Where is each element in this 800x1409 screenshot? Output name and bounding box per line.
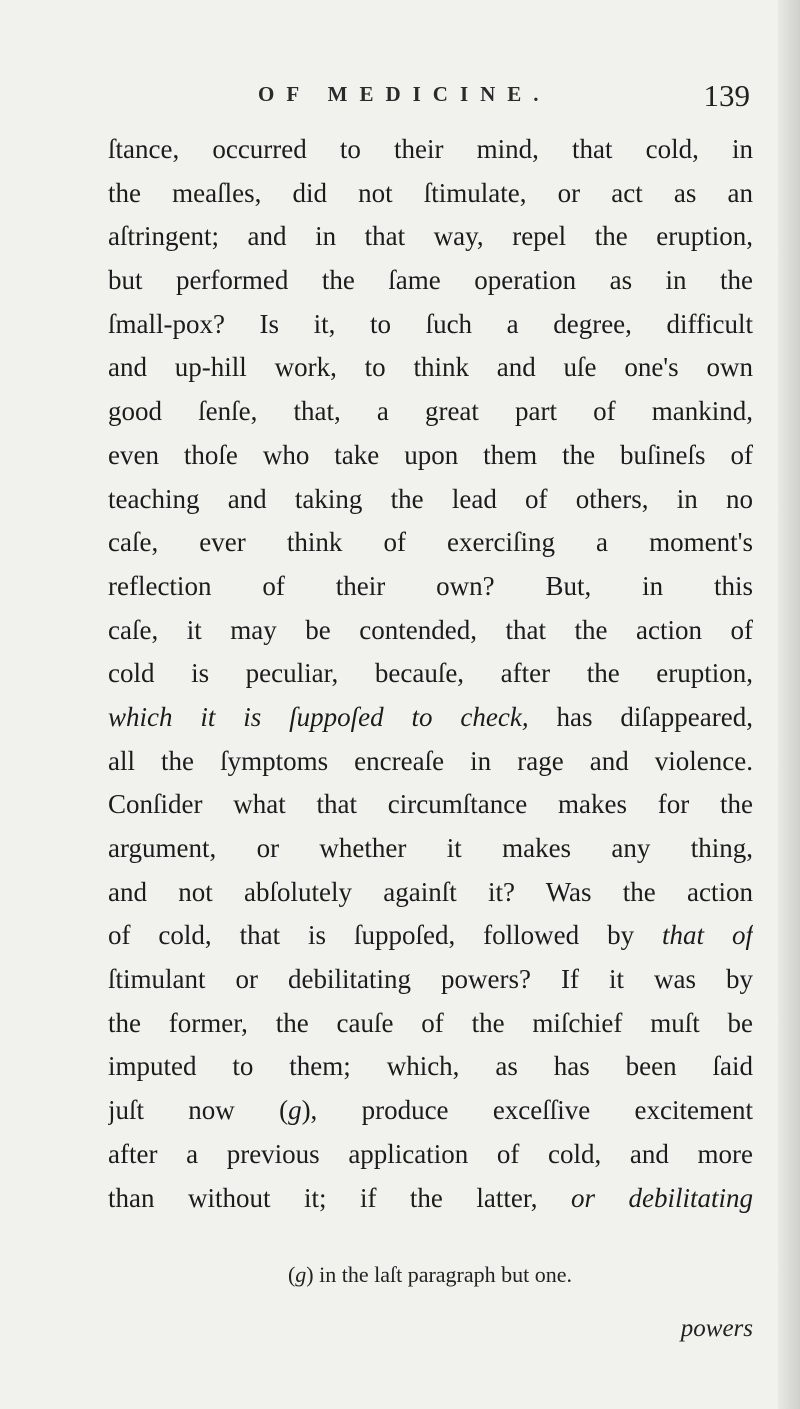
text-line [108, 478, 753, 522]
text-run: and up-hill work, to think and uſe one's own [108, 352, 753, 383]
text-run: argument, or whether it makes any thing, [108, 833, 753, 863]
text-line [108, 1089, 753, 1133]
italic-text: or debilitating [571, 1182, 753, 1213]
text-run: has diſappeared, [528, 701, 753, 732]
text-run: cold is peculiar, becauſe, after the eruption, [108, 658, 753, 689]
text-run: ), produce exceſſive excitement [301, 1095, 753, 1126]
text-run: good ſenſe, that, a great part of mankind, [108, 396, 753, 427]
text-line [108, 609, 753, 653]
catchword: powers [680, 1315, 753, 1342]
text-line [108, 1002, 753, 1046]
running-title: OF MEDICINE. [258, 82, 551, 106]
page-edge-shadow [778, 0, 800, 1409]
text-run: ſtimulant or debilitating powers? If it was by [108, 964, 753, 995]
text-line [108, 434, 753, 478]
text-line [108, 1133, 753, 1177]
text-line [108, 128, 753, 172]
text-run: the meaſles, did not ſtimulate, or act as an [108, 177, 753, 208]
text-run: even thoſe who take upon them the buſineſs of [108, 439, 753, 470]
text-run: imputed to them; which, as has been ſaid [108, 1051, 753, 1082]
footnote: (g) in the laſt paragraph but one. [287, 1262, 573, 1287]
text-line [108, 783, 753, 827]
text-run: caſe, it may be contended, that the action of [108, 614, 753, 645]
text-line [108, 390, 753, 434]
text-run: of cold, that is ſuppoſed, followed by [108, 920, 663, 951]
text-line [108, 827, 753, 871]
text-line [108, 696, 753, 740]
body-text [108, 128, 753, 1220]
text-run: the former, the cauſe of the miſchief muſt be [108, 1007, 753, 1038]
text-line [108, 958, 753, 1002]
text-line [108, 172, 753, 216]
text-run: than without it; if the latter, [108, 1182, 572, 1213]
page-number: 139 [703, 78, 750, 113]
text-run: all the ſymptoms encreaſe in rage and violence. [108, 745, 753, 776]
text-line [108, 565, 753, 609]
footnote-mark: g [295, 1262, 307, 1287]
italic-text: which it is ſuppoſed to check, [108, 701, 529, 732]
italic-text: g [288, 1095, 302, 1126]
text-line [108, 914, 753, 958]
italic-text: that of [662, 920, 753, 951]
text-line [108, 1177, 753, 1221]
running-head [110, 78, 750, 118]
text-run: and not abſolutely againſt it? Was the action [108, 876, 753, 907]
text-line [108, 521, 753, 565]
text-line [108, 652, 753, 696]
text-run: ſmall-pox? Is it, to ſuch a degree, difficult [108, 308, 753, 339]
text-run: Conſider what that circumſtance makes for the [108, 789, 753, 820]
footnote-text: in the laſt paragraph but one. [313, 1262, 573, 1287]
text-line [108, 303, 753, 347]
text-run: teaching and taking the lead of others, in no [108, 483, 753, 514]
text-line [108, 871, 753, 915]
text-line [108, 1045, 753, 1089]
text-line [108, 259, 753, 303]
text-line [108, 215, 753, 259]
text-line [108, 346, 753, 390]
text-run: caſe, ever think of exerciſing a moment's [108, 527, 753, 558]
text-run: ſtance, occurred to their mind, that cold, in [108, 134, 753, 164]
text-run: juſt now ( [108, 1095, 289, 1126]
text-run: reflection of their own? But, in this [108, 570, 753, 601]
text-line [108, 740, 753, 784]
text-run: after a previous application of cold, and more [108, 1138, 753, 1169]
text-run: but performed the ſame operation as in the [108, 265, 753, 296]
text-run: aſtringent; and in that way, repel the eruption, [108, 221, 753, 252]
